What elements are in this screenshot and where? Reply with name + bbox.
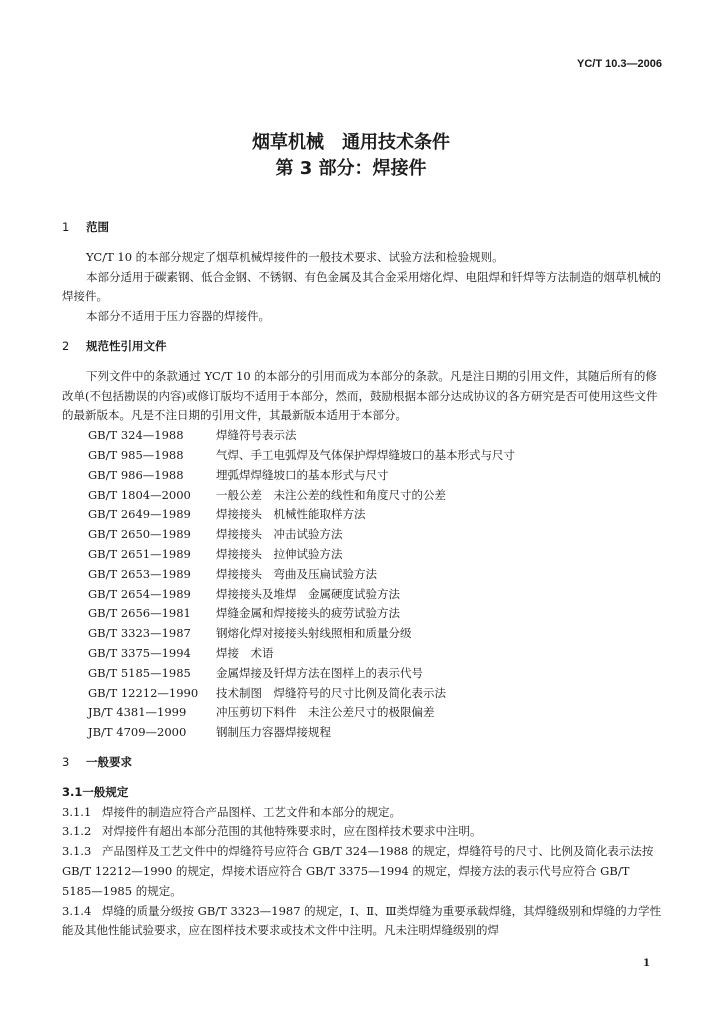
title-line-1: 烟草机械 通用技术条件 bbox=[252, 132, 450, 153]
paragraph: 本部分适用于碳素钢、低合金钢、不锈钢、有色金属及其合金采用熔化焊、电阻焊和钎焊等方法制造的烟草机械的焊接件。 bbox=[62, 269, 661, 304]
document-code: YC/T 10.3—2006 bbox=[577, 58, 662, 70]
section-title: 规范性引用文件 bbox=[86, 338, 167, 353]
document-body bbox=[62, 218, 662, 941]
reference-title: 焊缝金属和焊接接头的疲劳试验方法 bbox=[216, 606, 400, 621]
section-heading bbox=[62, 218, 662, 238]
reference-code: GB/T 3375—1994 bbox=[88, 645, 191, 660]
reference-title: 冲压剪切下料件 未注公差尺寸的极限偏差 bbox=[216, 705, 435, 720]
reference-item bbox=[62, 664, 662, 684]
reference-code: GB/T 2651—1989 bbox=[88, 546, 191, 561]
reference-title: 金属焊接及钎焊方法在图样上的表示代号 bbox=[216, 665, 423, 680]
reference-title: 焊接接头 冲击试验方法 bbox=[216, 527, 343, 542]
section-scope bbox=[62, 218, 662, 327]
clause-text: 焊缝的质量分级按 GB/T 3323—1987 的规定，Ⅰ、Ⅱ、Ⅲ类焊缝为重要承载焊缝，其焊缝级别和焊缝的力学性能及其他性能试验要求，应在图样技术要求或技术文件中注明。凡未注明焊缝级别的焊 bbox=[62, 903, 662, 938]
reference-item bbox=[62, 723, 662, 743]
reference-title: 钢制压力容器焊接规程 bbox=[216, 725, 331, 740]
reference-code: GB/T 2650—1989 bbox=[88, 527, 191, 542]
reference-title: 一般公差 未注公差的线性和角度尺寸的公差 bbox=[216, 487, 446, 502]
reference-code: GB/T 986—1988 bbox=[88, 467, 184, 482]
reference-title: 技术制图 焊缝符号的尺寸比例及简化表示法 bbox=[216, 685, 446, 700]
clause-text: 产品图样及工艺文件中的焊缝符号应符合 GB/T 324—1988 的规定，焊缝符号的尺寸、比例及简化表示法按 GB/T 12212—1990 的规定，焊接术语应符合 GB/T 3375—1994 的规定，焊接方法的表示代号应符合 GB/T 5185—1985 的规定。 bbox=[62, 844, 654, 898]
reference-code: JB/T 4381—1999 bbox=[88, 705, 187, 720]
reference-title: 焊缝符号表示法 bbox=[216, 428, 297, 443]
section-title: 一般要求 bbox=[86, 754, 132, 769]
paragraph: YC/T 10 的本部分规定了烟草机械焊接件的一般技术要求、试验方法和检验规则。 bbox=[86, 249, 504, 264]
reference-code: GB/T 5185—1985 bbox=[88, 665, 191, 680]
reference-item bbox=[62, 466, 662, 486]
reference-title: 焊接接头 弯曲及压扁试验方法 bbox=[216, 566, 377, 581]
section-general-requirements bbox=[62, 753, 662, 941]
clause-list bbox=[62, 803, 662, 942]
reference-item bbox=[62, 585, 662, 605]
reference-title: 埋弧焊焊缝坡口的基本形式与尺寸 bbox=[216, 467, 389, 482]
reference-code: GB/T 2656—1981 bbox=[88, 606, 191, 621]
clause-text: 对焊接件有超出本部分范围的其他特殊要求时，应在图样技术要求中注明。 bbox=[102, 824, 482, 839]
reference-code: GB/T 324—1988 bbox=[88, 428, 184, 443]
reference-item bbox=[62, 604, 662, 624]
reference-title: 焊接接头及堆焊 金属硬度试验方法 bbox=[216, 586, 400, 601]
reference-code: JB/T 4709—2000 bbox=[88, 725, 187, 740]
page-number: 1 bbox=[643, 958, 650, 969]
reference-code: GB/T 12212—1990 bbox=[88, 685, 199, 700]
section-heading bbox=[62, 753, 662, 773]
reference-title: 钢熔化焊对接接头射线照相和质量分级 bbox=[216, 626, 412, 641]
paragraph: 下列文件中的条款通过 YC/T 10 的本部分的引用而成为本部分的条款。凡是注日期的引用文件，其随后所有的修改单(不包括勘误的内容)或修订版均不适用于本部分，然而，鼓励根据本部分达成协议的各方研究是否可使用这些文件的最新版本。凡是不注日期的引用文件，其最新版本适用于本部分。 bbox=[62, 368, 658, 423]
paragraph: 本部分不适用于压力容器的焊接件。 bbox=[86, 309, 270, 324]
section-number: 3 bbox=[62, 754, 70, 769]
clause bbox=[62, 902, 662, 942]
reference-code: GB/T 2654—1989 bbox=[88, 586, 191, 601]
reference-title: 焊接接头 拉伸试验方法 bbox=[216, 546, 343, 561]
subsection-number: 3.1 bbox=[62, 784, 83, 799]
document-title bbox=[0, 130, 702, 182]
clause-number: 3.1.4 bbox=[62, 903, 92, 918]
clause bbox=[62, 803, 662, 823]
reference-title: 焊接 术语 bbox=[216, 645, 274, 660]
clause-number: 3.1.2 bbox=[62, 824, 92, 839]
reference-item bbox=[62, 446, 662, 466]
section-number: 2 bbox=[62, 338, 70, 353]
section-number: 1 bbox=[62, 220, 70, 234]
subsection-heading bbox=[62, 783, 662, 803]
clause-number: 3.1.3 bbox=[62, 844, 92, 859]
clause bbox=[62, 822, 662, 842]
reference-code: GB/T 3323—1987 bbox=[88, 626, 191, 641]
clause-number: 3.1.1 bbox=[62, 804, 92, 819]
reference-item bbox=[62, 644, 662, 664]
reference-code: GB/T 2653—1989 bbox=[88, 566, 191, 581]
section-normative-references bbox=[62, 337, 662, 743]
reference-item bbox=[62, 703, 662, 723]
reference-item bbox=[62, 565, 662, 585]
reference-code: GB/T 2649—1989 bbox=[88, 507, 191, 522]
reference-item bbox=[62, 486, 662, 506]
subsection-title: 一般规定 bbox=[82, 784, 129, 799]
reference-list bbox=[62, 426, 662, 743]
clause bbox=[62, 842, 662, 901]
clause-text: 焊接件的制造应符合产品图样、工艺文件和本部分的规定。 bbox=[102, 804, 401, 819]
reference-code: GB/T 985—1988 bbox=[88, 447, 184, 462]
reference-code: GB/T 1804—2000 bbox=[88, 487, 191, 502]
section-heading bbox=[62, 337, 662, 357]
reference-title: 气焊、手工电弧焊及气体保护焊焊缝坡口的基本形式与尺寸 bbox=[216, 447, 515, 462]
reference-item bbox=[62, 505, 662, 525]
reference-title: 焊接接头 机械性能取样方法 bbox=[216, 507, 366, 522]
reference-item bbox=[62, 684, 662, 704]
title-line-2: 第 3 部分：焊接件 bbox=[275, 158, 427, 179]
section-title: 范围 bbox=[86, 220, 109, 234]
reference-item bbox=[62, 525, 662, 545]
reference-item bbox=[62, 426, 662, 446]
reference-item bbox=[62, 545, 662, 565]
reference-item bbox=[62, 624, 662, 644]
